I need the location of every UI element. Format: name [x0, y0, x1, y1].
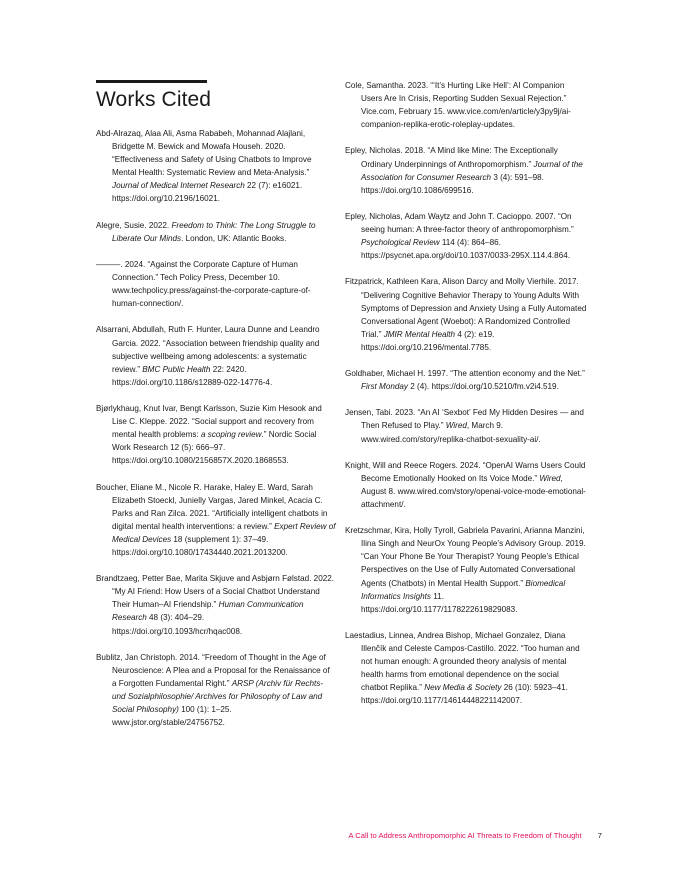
- citation-entry: Boucher, Eliane M., Nicole R. Harake, Haley E. Ward, Sarah Elizabeth Stoeckl, Junielly Vargas, Jared Minkel, Acacia C. Parks and Ran Zilca. 2021. “Artificially intelligent chatbots in digital mental health interventions: a review.” Expert Review of Medical Devices 18 (supplement 1): 37–49. https://doi.org/10.1080/17434440.2021.2013200.: [96, 482, 336, 557]
- citation-entry: Laestadius, Linnea, Andrea Bishop, Michael Gonzalez, Diana Illenčík and Celeste Campos-Castillo. 2022. “Too human and not human enough: A grounded theory analysis of mental health harms from emotional dependence on the social chatbot Replika.” New Media & Society 26 (10): 5923–41. https://doi.org/10.1177/14614448221142007.: [345, 630, 580, 706]
- page-number: 7: [597, 831, 602, 840]
- citation-entry: Goldhaber, Michael H. 1997. “The attention economy and the Net.” First Monday 2 (4). https://doi.org/10.5210/fm.v2i4.519.: [345, 369, 585, 392]
- citation-entry: Fitzpatrick, Kathleen Kara, Alison Darcy and Molly Vierhile. 2017. “Delivering Cognitive Behavior Therapy to Young Adults With Symptoms of Depression and Anxiety Using a Fully Automated Conversational Agent (Woebot): A Randomized Controlled Trial.” JMIR Mental Health 4 (2): e19. https://doi.org/10.2196/mental.7785.: [345, 277, 587, 352]
- title-rule: [96, 80, 207, 83]
- citation-entry: Kretzschmar, Kira, Holly Tyroll, Gabriela Pavarini, Arianna Manzini, Ilina Singh and NeurOx Young People’s Advisory Group. 2019. “Can Your Phone Be Your Therapist? Young People’s Ethical Perspectives on the Use of Fully Automated Conversational Agents (Chatbots) in Mental Health Support.” Biomedical Informatics Insights 11. https://doi.org/10.1177/1178222619829083.: [345, 526, 586, 614]
- citation-entry: Cole, Samantha. 2023. “‘It’s Hurting Like Hell’: AI Companion Users Are In Crisis, Reporting Sudden Sexual Rejection.” Vice.com, February 15. www.vice.com/en/article/y3py9j/ai-companion-replika-erotic-roleplay-updates.: [345, 81, 571, 130]
- citation-entry: Epley, Nicholas. 2018. “A Mind like Mine: The Exceptionally Ordinary Underpinnings of Anthropomorphism.” Journal of the Association for Consumer Research 3 (4): 591–98. https://doi.org/10.1086/699516.: [345, 146, 583, 195]
- citation-entry: Bjørlykhaug, Knut Ivar, Bengt Karlsson, Suzie Kim Hesook and Lise C. Kleppe. 2022. “Social support and recovery from mental health problems: a scoping review.” Nordic Social Work Research 12 (5): 666–97. https://doi.org/10.1080/2156857X.2020.1868553.: [96, 403, 322, 466]
- citation-entry: Knight, Will and Reece Rogers. 2024. “OpenAI Warns Users Could Become Emotionally Hooked on Its Voice Mode.” Wired, August 8. www.wired.com/story/openai-voice-mode-emotional-attachment/.: [345, 460, 586, 509]
- page-title: Works Cited: [96, 88, 212, 111]
- page-footer: [200, 831, 602, 840]
- works-cited-right-column: [345, 79, 587, 721]
- citation-entry: Bublitz, Jan Christoph. 2014. “Freedom of Thought in the Age of Neuroscience: A Plea and a Proposal for the Renaissance of a Forgotten Fundamental Right.” ARSP (Archiv für Rechts- und Sozialphilosophie/ Archives for Philosophy of Law and Social Philosophy) 100 (1): 1–25. www.jstor.org/stable/24756752.: [96, 652, 330, 728]
- citation-entry: Alsarrani, Abdullah, Ruth F. Hunter, Laura Dunne and Leandro Garcia. 2022. “Association between friendship quality and subjective wellbeing among adolescents: a systematic review.” BMC Public Health 22: 2420. https://doi.org/10.1186/s12889-022-14776-4.: [96, 325, 320, 387]
- citation-entry: Epley, Nicholas, Adam Waytz and John T. Cacioppo. 2007. “On seeing human: A three-factor theory of anthropomorphism.” Psychological Review 114 (4): 864–86. https://psycnet.apa.org/doi/10.1037/0033-295X.114.4.864.: [345, 211, 574, 261]
- footer-report-title: A Call to Address Anthropomorphic AI Threats to Freedom of Thought: [348, 831, 582, 840]
- citation-entry: Brandtzaeg, Petter Bae, Marita Skjuve and Asbjørn Følstad. 2022. “My AI Friend: How Users of a Social Chatbot Understand Their Human–AI Friendship.” Human Communication Research 48 (3): 404–29. https://doi.org/10.1093/hcr/hqac008.: [96, 574, 335, 636]
- citation-entry: ———. 2024. “Against the Corporate Capture of Human Connection.” Tech Policy Press, December 10. www.techpolicy.press/against-the-corporate-capture-of-human-connection/.: [96, 259, 311, 309]
- citation-entry: Jensen, Tabi. 2023. “An AI ‘Sexbot’ Fed My Hidden Desires — and Then Refused to Play.” Wired, March 9. www.wired.com/story/replika-chatbot-sexuality-ai/.: [345, 408, 584, 444]
- works-cited-left-column: [96, 127, 336, 742]
- citation-entry: Alegre, Susie. 2022. Freedom to Think: The Long Struggle to Liberate Our Minds. London, UK: Atlantic Books.: [96, 220, 316, 243]
- citation-entry: Abd-Alrazaq, Alaa Ali, Asma Rababeh, Mohannad Alajlani, Bridgette M. Bewick and Mowafa Househ. 2020. “Effectiveness and Safety of Using Chatbots to Improve Mental Health: Systematic Review and Meta-Analysis.” Journal of Medical Internet Research 22 (7): e16021. https://doi.org/10.2196/16021.: [96, 129, 312, 204]
